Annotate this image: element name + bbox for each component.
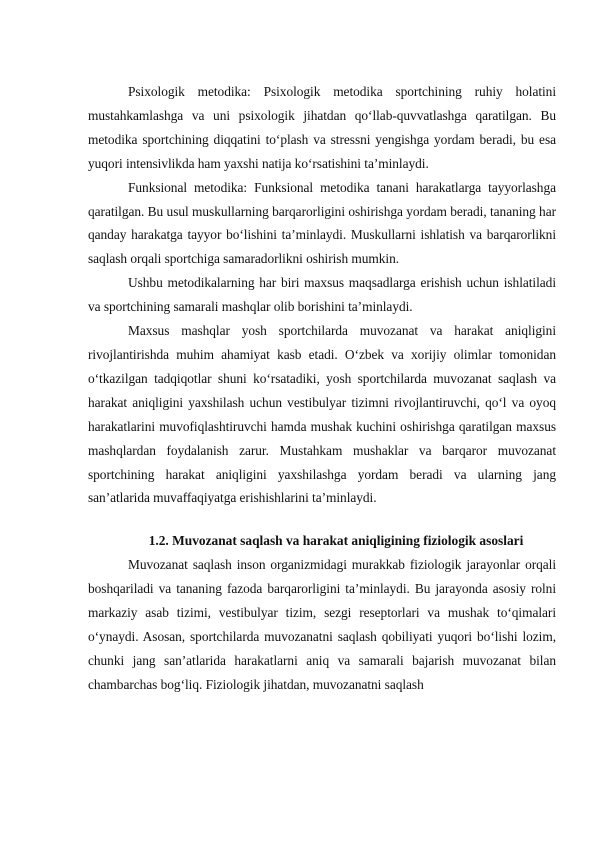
paragraph-methods-summary: Ushbu metodikalarning har biri maxsus maqsadlarga erishish uchun ishlatiladi va sportchining samarali mashqlar olib borishini ta’minlaydi. [88,275,556,315]
paragraph-special-exercises: Maxsus mashqlar yosh sportchilarda muvozanat va harakat aniqligini rivojlantirishda muhim ahamiyat kasb etadi. O‘zbek va xorijiy olimlar tomonidan o‘tkazilgan tadqiqotlar shuni ko‘rsatadiki, yosh sportchilarda muvozanat saqlash va harakat aniqligini yaxshilash uchun vestibulyar tizimni rivojlantiruvchi, qo‘l va oyoq harakatlarini muvofiqlashtiruvchi hamda mushak kuchini oshirishga qaratilgan maxsus mashqlardan foydalanish zarur. Mustahkam mushaklar va barqaror muvozanat sportchining harakat aniqligini yaxshilashga yordam beradi va ularning jang san’atlarida muvaffaqiyatga erishishlarini ta’minlaydi. [88,323,556,506]
section-heading: 1.2. Muvozanat saqlash va harakat aniqligining fiziologik asoslari [148,533,524,549]
paragraph-balance-physiology: Muvozanat saqlash inson organizmidagi murakkab fiziologik jarayonlar orqali boshqariladi va tananing fazoda barqarorligini ta’minlaydi. Bu jarayonda asosiy rolni markaziy asab tizimi, vestibulyar tizim, sezgi reseptorlari va mushak to‘qimalari o‘ynaydi. Asosan, sportchilarda muvozanatni saqlash qobiliyati yuqori bo‘lishi lozim, chunki jang san’atlarida harakatlarni aniq va samarali bajarish muvozanat bilan chambarchas bog‘liq. Fiziologik jihatdan, muvozanatni saqlash [88,557,556,692]
paragraph-psychological-method: Psixologik metodika: Psixologik metodika sportchining ruhiy holatini mustahkamlashga va uni psixologik jihatdan qo‘llab-quvvatlashga qaratilgan. Bu metodika sportchining diqqatini to‘plash va stressni yengishga yordam beradi, bu esa yuqori intensivlikda ham yaxshi natija ko‘rsatishini ta’minlaydi. [88,84,556,171]
paragraph-functional-method: Funksional metodika: Funksional metodika tanani harakatlarga tayyorlashga qaratilgan. Bu usul muskullarning barqarorligini oshirishga yordam beradi, tananing har qanday harakatga tayyor bo‘lishini ta’minlaydi. Muskullarni ishlatish va barqarorlikni saqlash orqali sportchiga samaradorlikni oshirish mumkin. [88,179,556,267]
text-column [88,80,556,697]
